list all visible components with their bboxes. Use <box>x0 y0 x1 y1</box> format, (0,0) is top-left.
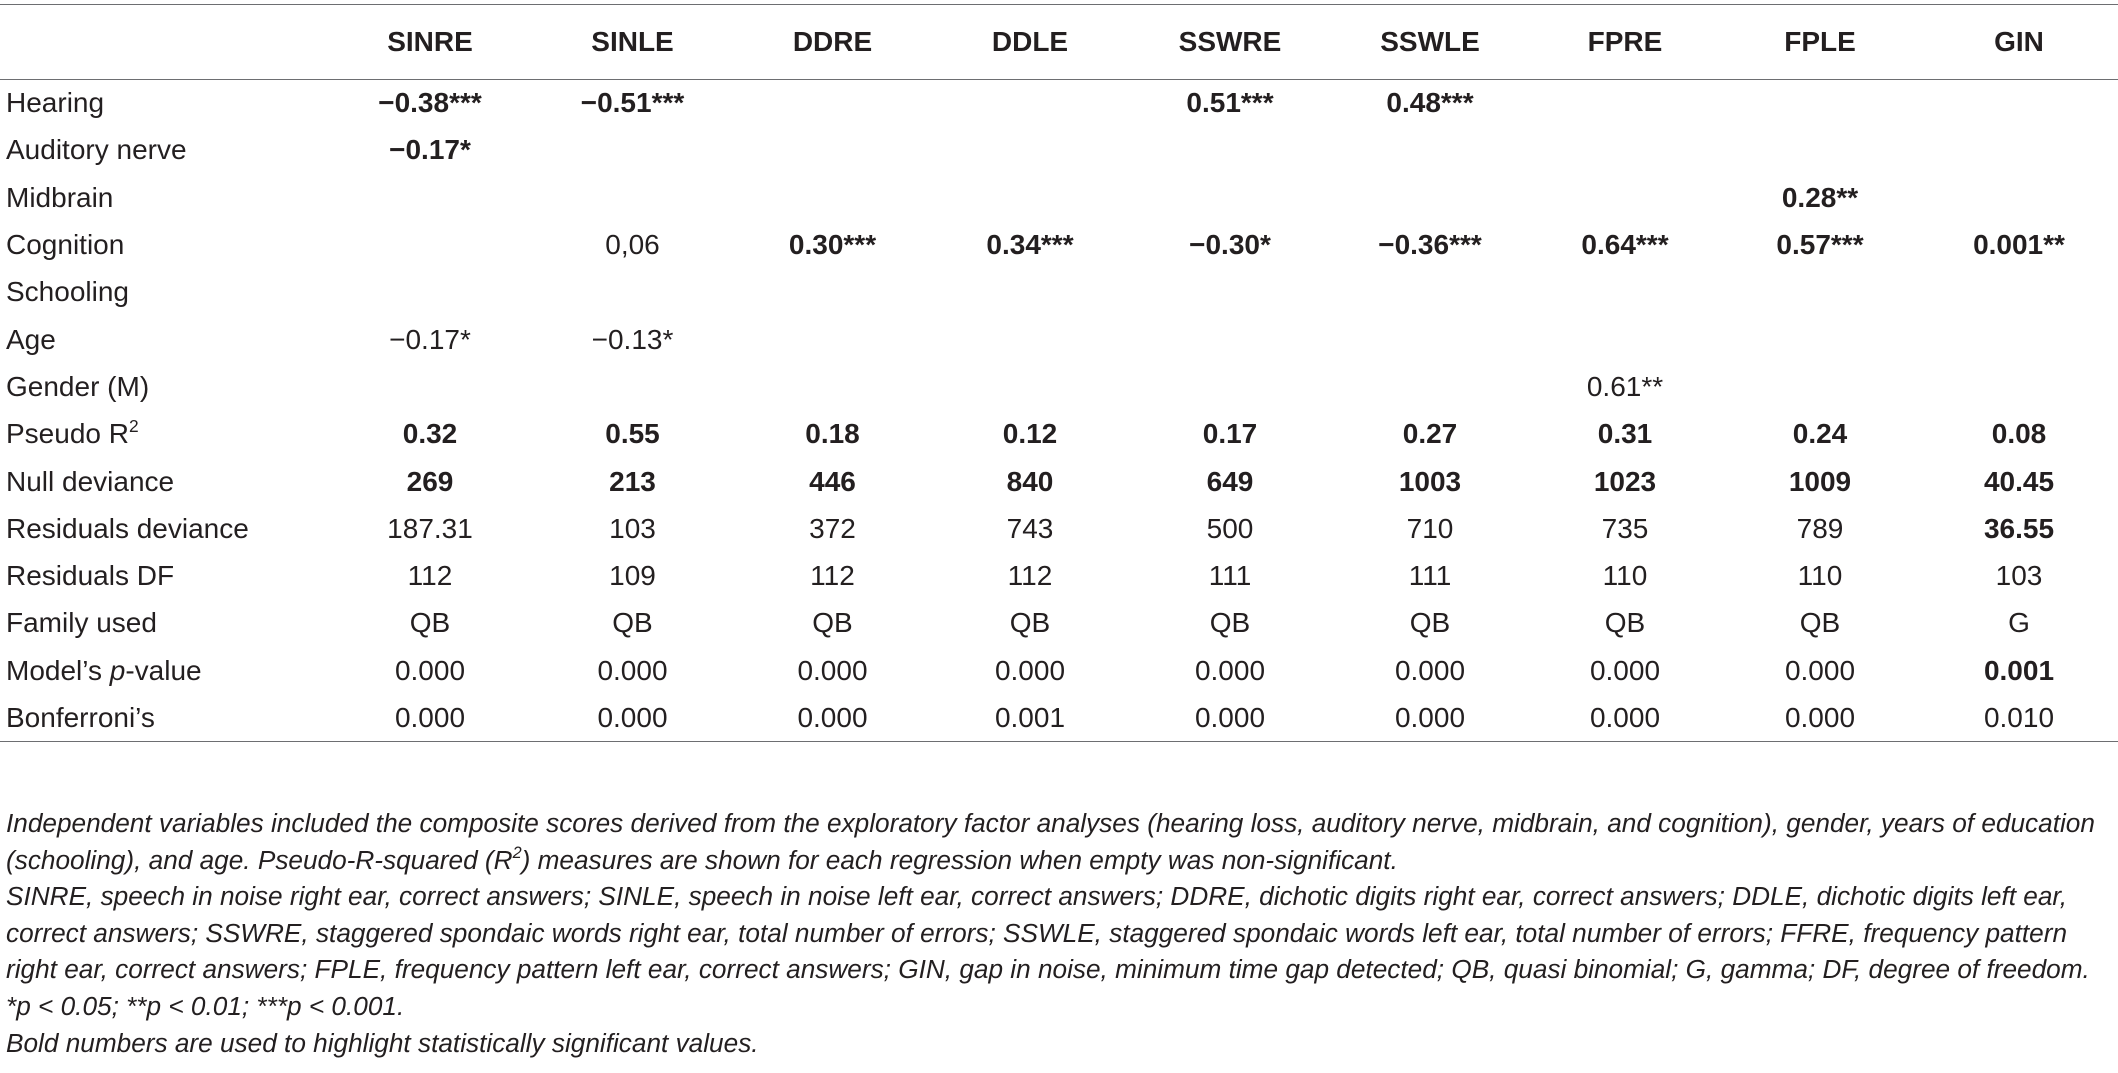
row-label <box>0 411 330 458</box>
table-cell-fple: QB <box>1799 607 1841 639</box>
table-cell-ddle: 0.001 <box>930 694 1130 741</box>
table-cell-sinre <box>330 221 530 268</box>
table-cell-ddre: 446 <box>809 465 856 497</box>
table-row <box>0 80 2118 127</box>
table-cell-fpre <box>1530 127 1720 174</box>
row-label-text: Cognition <box>6 229 125 261</box>
table-cell-sswle: −0.36*** <box>1378 229 1482 261</box>
row-label <box>0 647 330 694</box>
table-cell-sswle: 710 <box>1406 512 1454 544</box>
footnote-abbreviations: SINRE, speech in noise right ear, correct answers; SINLE, speech in noise left ear, correct answers; DDRE, dichotic digits right ear, correct answers; DDLE, dichotic digits left ear, correct answers; SSWRE, staggered spondaic words right ear, total number of errors; SSWLE, staggered spondaic words left ear, total number of errors; FFRE, frequency pattern right ear, correct answers; FPLE, frequency pattern left ear, correct answers; GIN, gap in noise, minimum time gap detected; QB, quasi binomial; G, gamma; DF, degree of freedom. <box>6 881 2090 985</box>
table-cell-sinle <box>530 363 735 410</box>
table-cell-sswle <box>1330 269 1530 316</box>
row-label <box>0 221 330 268</box>
column-header-sinle: SINLE <box>530 5 735 80</box>
table-cell-gin: 40.45 <box>1983 465 2055 497</box>
table-cell-sswle <box>1330 363 1530 410</box>
table-cell-ddle <box>930 80 1130 127</box>
table-cell-sinle: 103 <box>609 512 656 544</box>
table-cell-sinle: 213 <box>609 465 656 497</box>
table-cell-gin <box>1920 127 2118 174</box>
table-cell-ddre <box>735 80 930 127</box>
regression-table <box>0 4 2118 742</box>
table-row <box>0 694 2118 741</box>
table-row <box>0 600 2118 647</box>
table-cell-fple <box>1720 363 1920 410</box>
table-cell-fple: 0.000 <box>1720 694 1920 741</box>
column-header-sswle: SSWLE <box>1330 5 1530 80</box>
table-cell-fple <box>1720 269 1920 316</box>
table-cell-sinle: 0.000 <box>530 694 735 741</box>
table-cell-fple: 110 <box>1797 560 1843 592</box>
table-cell-fpre: 0.000 <box>1530 694 1720 741</box>
table-cell-sinle: 0.000 <box>597 654 668 686</box>
row-label-text: Midbrain <box>6 181 114 213</box>
table-cell-sinle <box>530 174 735 221</box>
table-cell-ddle: 840 <box>1006 465 1054 497</box>
row-label-text: Auditory nerve <box>6 134 187 166</box>
table-cell-sswre: 0.000 <box>1194 654 1266 686</box>
table-cell-fpre <box>1530 269 1720 316</box>
row-label-text: Schooling <box>6 276 129 308</box>
header-row <box>0 5 2118 80</box>
table-cell-gin <box>1920 269 2118 316</box>
table-cell-ddre: QB <box>812 607 853 639</box>
table-cell-sinre: 0.000 <box>330 694 530 741</box>
table-cell-ddre <box>735 269 930 316</box>
table-cell-fpre: QB <box>1604 607 1646 639</box>
table-cell-fple: 1009 <box>1788 465 1852 497</box>
table-cell-sswle <box>1330 127 1530 174</box>
table-cell-sinre: 0.000 <box>394 654 466 686</box>
table-cell-sswle: 1003 <box>1398 465 1462 497</box>
row-label <box>0 458 330 505</box>
table-cell-sinle: QB <box>612 607 653 639</box>
table-row <box>0 269 2118 316</box>
row-label-text: Hearing <box>6 87 105 119</box>
table-cell-ddre: 0.18 <box>805 418 860 450</box>
column-header-sswre: SSWRE <box>1130 5 1330 80</box>
row-label-text: Gender (M) <box>6 370 150 402</box>
table-cell-ddle: 0.34*** <box>986 229 1074 261</box>
table-cell-ddre: 372 <box>809 512 856 544</box>
table-cell-sinle: 0,06 <box>605 229 660 261</box>
table-cell-ddle: QB <box>1009 607 1051 639</box>
row-label-text: Pseudo R <box>6 418 129 450</box>
footnote-methods <box>6 805 2114 878</box>
row-label <box>0 127 330 174</box>
table-cell-sswre: −0.30* <box>1189 229 1271 261</box>
table-cell-fpre: 110 <box>1602 560 1648 592</box>
table-cell-sinle: 109 <box>609 560 656 592</box>
table-cell-gin: 0.010 <box>1920 694 2118 741</box>
table-cell-sswle: 0.27 <box>1402 418 1458 450</box>
table-cell-fpre <box>1530 174 1720 221</box>
table-cell-sswre: 500 <box>1206 512 1254 544</box>
column-header-fple: FPLE <box>1720 5 1920 80</box>
table-cell-ddle: 112 <box>1007 560 1053 592</box>
table-cell-fpre: 0.61** <box>1586 370 1664 402</box>
table-cell-sswre: 0.17 <box>1202 418 1258 450</box>
column-header-ddle: DDLE <box>930 5 1130 80</box>
footnote-methods-text-a: Independent variables included the composite scores derived from the exploratory factor analyses (hearing loss, auditory nerve, midbrain, and cognition), gender, years of education (schooling), and age. Pseudo-R-squared (R <box>6 808 2095 875</box>
table-cell-sinre <box>330 269 530 316</box>
table-cell-sinre <box>330 174 530 221</box>
table-cell-sswre <box>1130 316 1330 363</box>
table-cell-sswle <box>1330 316 1530 363</box>
table-cell-sinre <box>330 363 530 410</box>
table-cell-fpre: 0.000 <box>1589 654 1661 686</box>
table-row <box>0 363 2118 410</box>
table-cell-fple: 0.24 <box>1792 418 1848 450</box>
table-cell-ddle <box>930 127 1130 174</box>
table-cell-fpre: 0.64*** <box>1581 229 1669 261</box>
table-cell-gin: G <box>2008 607 2030 639</box>
table-cell-ddle: 743 <box>1006 512 1054 544</box>
table-body <box>0 80 2118 742</box>
row-label <box>0 269 330 316</box>
table-cell-fple: 0.28** <box>1781 181 1859 213</box>
row-label-text: Bonferroni’s <box>6 701 155 733</box>
row-label <box>0 316 330 363</box>
table-cell-ddre: 0.30*** <box>788 229 877 261</box>
table-row <box>0 647 2118 694</box>
row-label <box>0 505 330 552</box>
table-cell-fpre <box>1530 316 1720 363</box>
table-cell-sinle: −0.51*** <box>580 87 685 119</box>
table-cell-fpre: 0.31 <box>1597 418 1653 450</box>
table-cell-sswre <box>1130 174 1330 221</box>
table-cell-fple <box>1720 80 1920 127</box>
table-cell-gin <box>1920 363 2118 410</box>
table-cell-ddre: 0.000 <box>735 694 930 741</box>
column-header-gin: GIN <box>1920 5 2118 80</box>
table-cell-sswle: QB <box>1409 607 1451 639</box>
row-label <box>0 363 330 410</box>
table-cell-gin: 0.001** <box>1973 229 2065 261</box>
table-row <box>0 127 2118 174</box>
row-label <box>0 694 330 741</box>
table-cell-fple <box>1720 127 1920 174</box>
table-cell-gin: 103 <box>1995 560 2043 592</box>
row-label-superscript: 2 <box>128 415 139 436</box>
table-row <box>0 411 2118 458</box>
table-cell-fple <box>1720 316 1920 363</box>
table-cell-ddre <box>735 316 930 363</box>
table-cell-sinle <box>530 269 735 316</box>
column-header <box>0 5 330 80</box>
row-label-italic: p <box>109 654 126 686</box>
table-cell-gin <box>1920 316 2118 363</box>
row-label-suffix: -value <box>125 654 202 686</box>
table-cell-sswre: 111 <box>1208 560 1252 592</box>
table-cell-sinle: −0.13* <box>591 323 674 355</box>
table-cell-gin: 36.55 <box>1983 512 2055 544</box>
column-header-sinre: SINRE <box>330 5 530 80</box>
table-cell-sswre: QB <box>1209 607 1251 639</box>
column-header-ddre: DDRE <box>735 5 930 80</box>
row-label-text: Age <box>6 323 56 355</box>
table-row <box>0 316 2118 363</box>
table-cell-fple: 0.57*** <box>1776 229 1864 261</box>
table-cell-gin <box>1920 174 2118 221</box>
table-cell-sswre <box>1130 269 1330 316</box>
table-cell-ddre: 0.000 <box>797 654 868 686</box>
table-cell-fpre <box>1530 80 1720 127</box>
table-cell-sinre: 112 <box>407 560 453 592</box>
table-cell-fpre: 1023 <box>1593 465 1657 497</box>
table-cell-sinre: 0.32 <box>402 418 458 450</box>
table-row <box>0 505 2118 552</box>
table-cell-sinle: 0.55 <box>605 418 660 450</box>
table-cell-sinre: −0.17* <box>389 323 471 355</box>
table-cell-gin: 0.08 <box>1991 418 2047 450</box>
table-cell-fpre: 735 <box>1601 512 1649 544</box>
table-cell-sinre: −0.38*** <box>378 87 482 119</box>
row-label-text: Model’s <box>6 654 110 686</box>
table-cell-sswle: 111 <box>1408 560 1452 592</box>
table-row <box>0 174 2118 221</box>
table-cell-sswre: 649 <box>1206 465 1254 497</box>
table-cell-sswle: 0.48*** <box>1386 87 1474 119</box>
table-cell-gin <box>1920 80 2118 127</box>
row-label <box>0 600 330 647</box>
table-cell-sinre: 187.31 <box>387 512 473 544</box>
table-row <box>0 458 2118 505</box>
table-cell-ddle: 0.12 <box>1002 418 1058 450</box>
row-label-text: Null deviance <box>6 465 175 497</box>
table-cell-sswre: 0.000 <box>1130 694 1330 741</box>
table-cell-ddre <box>735 363 930 410</box>
table-cell-ddre <box>735 127 930 174</box>
table-cell-ddle: 0.000 <box>994 654 1066 686</box>
footnote-significance: *p < 0.05; **p < 0.01; ***p < 0.001. <box>6 990 405 1021</box>
footnote-bold: Bold numbers are used to highlight statistically significant values. <box>6 1027 759 1058</box>
table-cell-ddle <box>930 174 1130 221</box>
row-label <box>0 80 330 127</box>
table-cell-ddle <box>930 316 1130 363</box>
table-cell-sswle: 0.000 <box>1330 694 1530 741</box>
row-label-text: Family used <box>6 607 157 639</box>
table-row <box>0 221 2118 268</box>
table-cell-ddle <box>930 363 1130 410</box>
row-label <box>0 174 330 221</box>
table-row <box>0 552 2118 599</box>
table-cell-ddre: 112 <box>810 560 855 592</box>
row-label-text: Residuals DF <box>6 560 175 592</box>
footnote-methods-sup: 2 <box>512 844 522 863</box>
table-cell-sinle <box>530 127 735 174</box>
table-cell-sswre <box>1130 127 1330 174</box>
table-cell-fple: 0.000 <box>1784 654 1856 686</box>
table-cell-sswle <box>1330 174 1530 221</box>
table-cell-sswre <box>1130 363 1330 410</box>
table-cell-gin: 0.001 <box>1983 654 2055 686</box>
table-footnotes <box>6 805 2114 1061</box>
table-cell-ddre <box>735 174 930 221</box>
table-cell-sinre: 269 <box>406 465 454 497</box>
table-cell-fple: 789 <box>1796 512 1844 544</box>
column-header-fpre: FPRE <box>1530 5 1720 80</box>
row-label-text: Residuals deviance <box>6 512 249 544</box>
table-cell-sinre: QB <box>409 607 451 639</box>
row-label <box>0 552 330 599</box>
footnote-methods-text-b: ) measures are shown for each regression when empty was non-significant. <box>521 844 1398 875</box>
table-cell-sswre: 0.51*** <box>1186 87 1274 119</box>
table-cell-ddle <box>930 269 1130 316</box>
table-cell-sinre: −0.17* <box>389 134 471 166</box>
table-cell-sswle: 0.000 <box>1394 654 1466 686</box>
